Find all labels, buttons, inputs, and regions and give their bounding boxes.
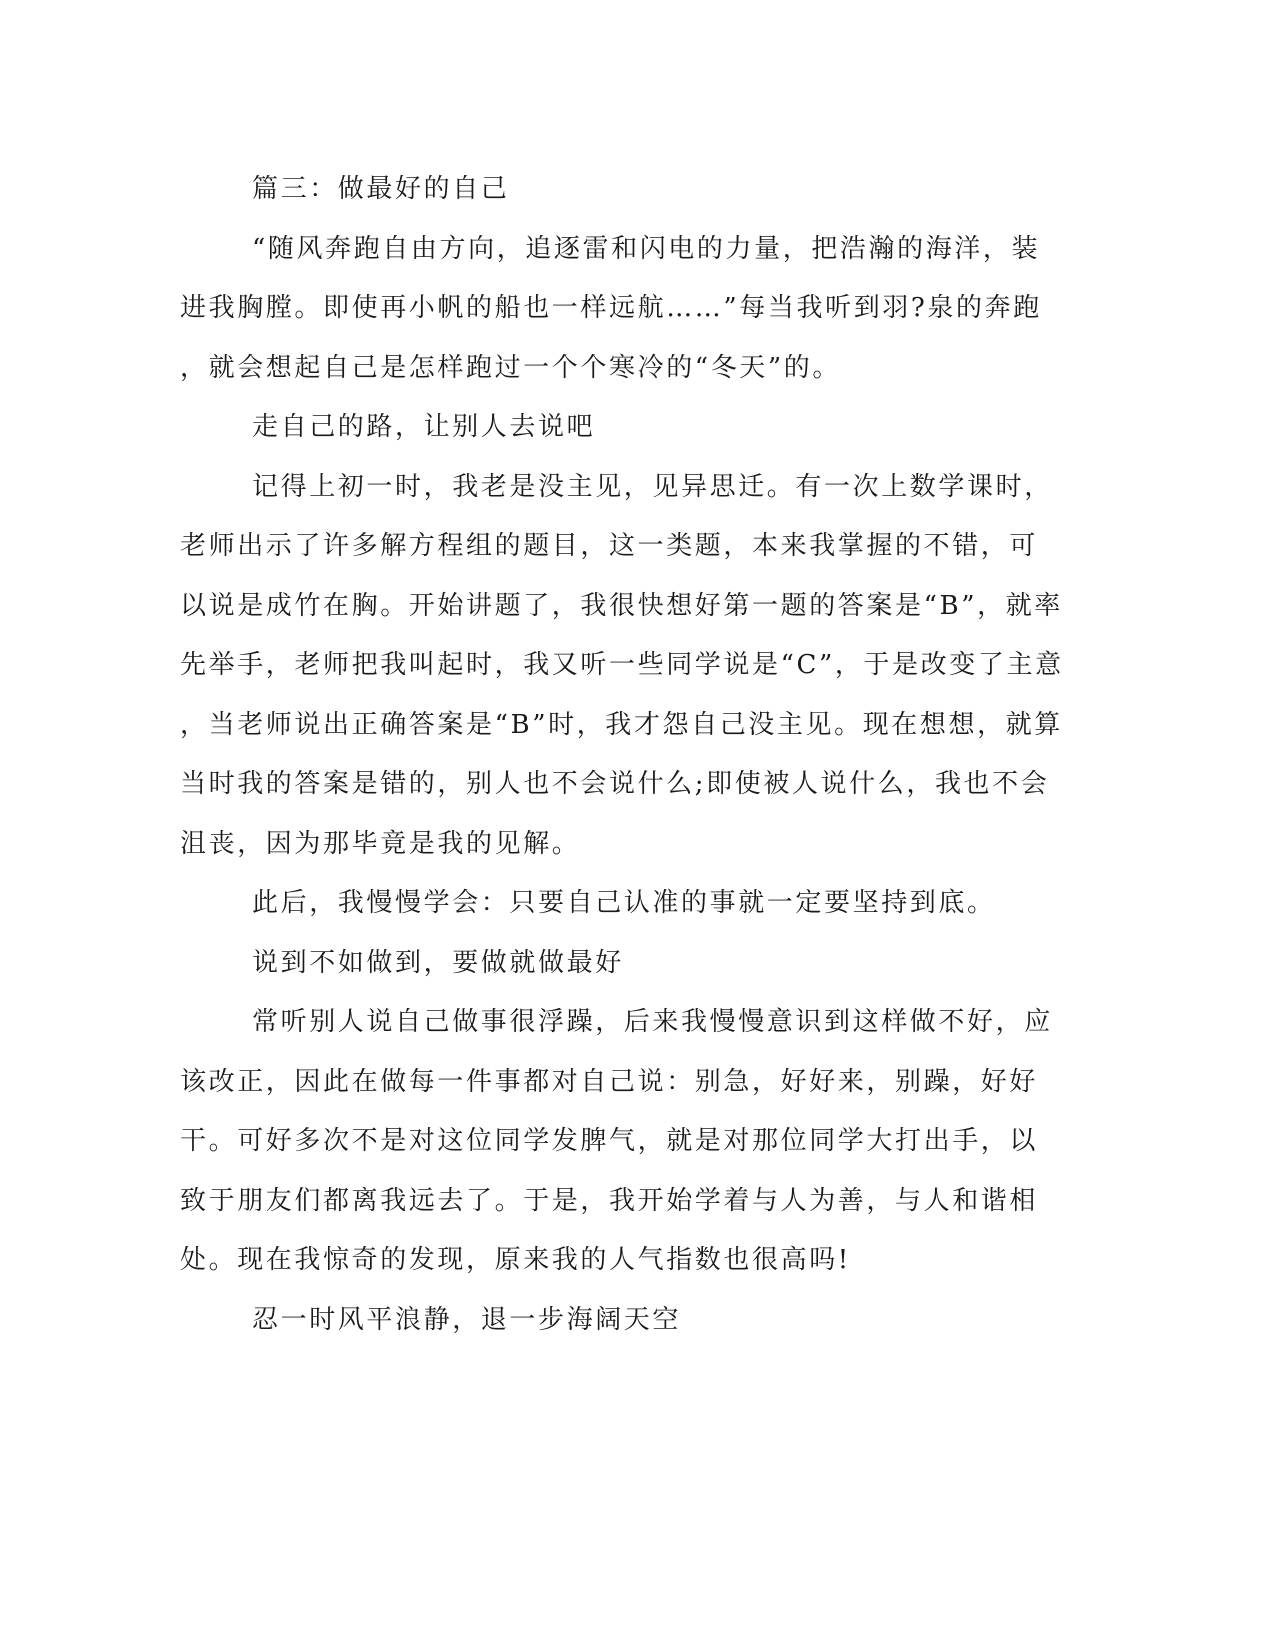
paragraph-line: 该改正，因此在做每一件事都对自己说：别急，好好来，别躁，好好 (180, 1066, 1039, 1097)
paragraph-line: 以说是成竹在胸。开始讲题了，我很快想好第一题的答案是“B”，就率 (180, 590, 1063, 621)
paragraph-line: ，就会想起自己是怎样跑过一个个寒冷的“冬天”的。 (180, 352, 841, 383)
paragraph-line: 沮丧，因为那毕竟是我的见解。 (180, 828, 581, 859)
paragraph-line: 当时我的答案是错的，别人也不会说什么;即使被人说什么，我也不会 (180, 769, 1050, 799)
paragraph-line: 致于朋友们都离我远去了。于是，我开始学着与人为善，与人和谐相 (180, 1185, 1039, 1216)
paragraph-line: 老师出示了许多解方程组的题目，这一类题，本来我掌握的不错，可 (180, 531, 1039, 561)
subheading-line: 说到不如做到，要做就做最好 (252, 947, 624, 978)
paragraph-line: “随风奔跑自由方向，追逐雷和闪电的力量，把浩瀚的海洋，装 (252, 233, 1041, 264)
paragraph-line: 此后，我慢慢学会：只要自己认准的事就一定要坚持到底。 (252, 888, 996, 918)
section-heading: 篇三：做最好的自己 (252, 174, 510, 204)
subheading-line: 走自己的路，让别人去说吧 (252, 412, 596, 442)
paragraph-line: 进我胸膛。即使再小帆的船也一样远航……”每当我听到羽?泉的奔跑 (180, 293, 1042, 323)
document-body (180, 160, 1064, 1350)
paragraph-line: ，当老师说出正确答案是“B”时，我才怨自己没主见。现在想想，就算 (180, 709, 1063, 740)
paragraph-line: 常听别人说自己做事很浮躁，后来我慢慢意识到这样做不好，应 (252, 1007, 1053, 1037)
paragraph-line: 先举手，老师把我叫起时，我又听一些同学说是“C”，于是改变了主意 (180, 650, 1064, 680)
paragraph-line: 处。现在我惊奇的发现，原来我的人气指数也很高吗! (180, 1245, 851, 1275)
paragraph-line: 记得上初一时，我老是没主见，见异思迁。有一次上数学课时， (252, 471, 1053, 502)
paragraph-line: 干。可好多次不是对这位同学发脾气，就是对那位同学大打出手，以 (180, 1126, 1039, 1156)
subheading-line: 忍一时风平浪静，退一步海阔天空 (252, 1304, 682, 1335)
